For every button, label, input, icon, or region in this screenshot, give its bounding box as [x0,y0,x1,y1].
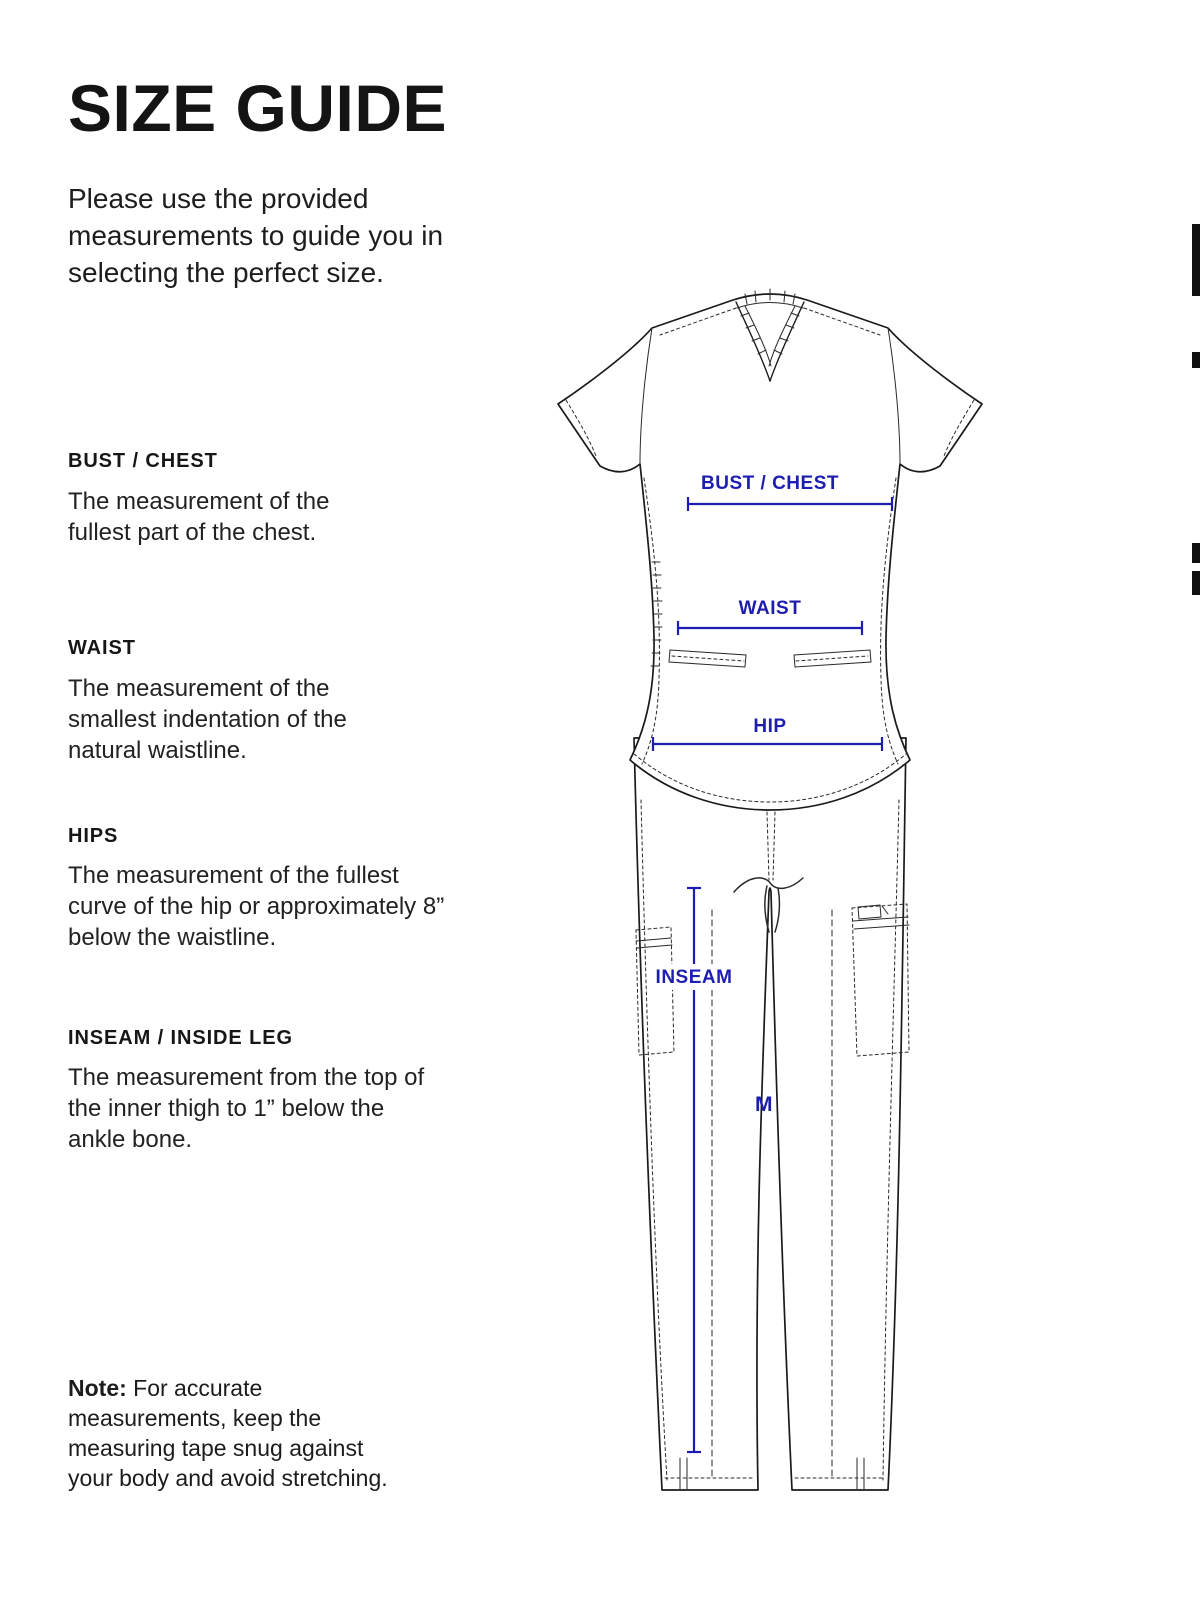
section-waist-body: The measurement of the smallest indentation of the natural waistline. [68,675,347,765]
section-bust [68,450,368,548]
section-hips-body: The measurement of the fullest curve of the hip or approximately 8” below the waistline. [68,862,445,952]
section-inseam [68,1027,433,1156]
note-body: For accurate measurements, keep the measuring tape snug against your body and avoid stretching. [68,1375,388,1491]
edge-artifact-3 [1192,543,1200,563]
section-hips [68,825,453,954]
waist-measure-label: WAIST [738,598,802,619]
section-bust-heading: BUST / CHEST [68,450,218,472]
section-inseam-body: The measurement from the top of the inner thigh to 1” below the ankle bone. [68,1064,425,1154]
edge-artifact-4 [1192,571,1200,595]
section-bust-body: The measurement of the fullest part of the chest. [68,488,330,547]
inseam-measure-label: INSEAM [655,967,733,988]
section-waist-heading: WAIST [68,637,136,659]
note-text [68,1374,413,1494]
note-label: Note: [68,1375,127,1401]
intro-text: Please use the provided measurements to guide you in selecting the perfect size. [68,183,444,289]
edge-artifact-2 [1192,352,1200,368]
hip-measure-label: HIP [753,716,787,737]
size-marker-label: M [755,1093,773,1116]
bust-measure-label: BUST / CHEST [701,473,839,494]
edge-artifact-1 [1192,224,1200,296]
scrub-set-diagram [540,278,1000,1528]
section-inseam-heading: INSEAM / INSIDE LEG [68,1027,293,1049]
section-hips-heading: HIPS [68,825,119,847]
page-title: SIZE GUIDE [68,71,448,145]
section-waist [68,637,380,767]
